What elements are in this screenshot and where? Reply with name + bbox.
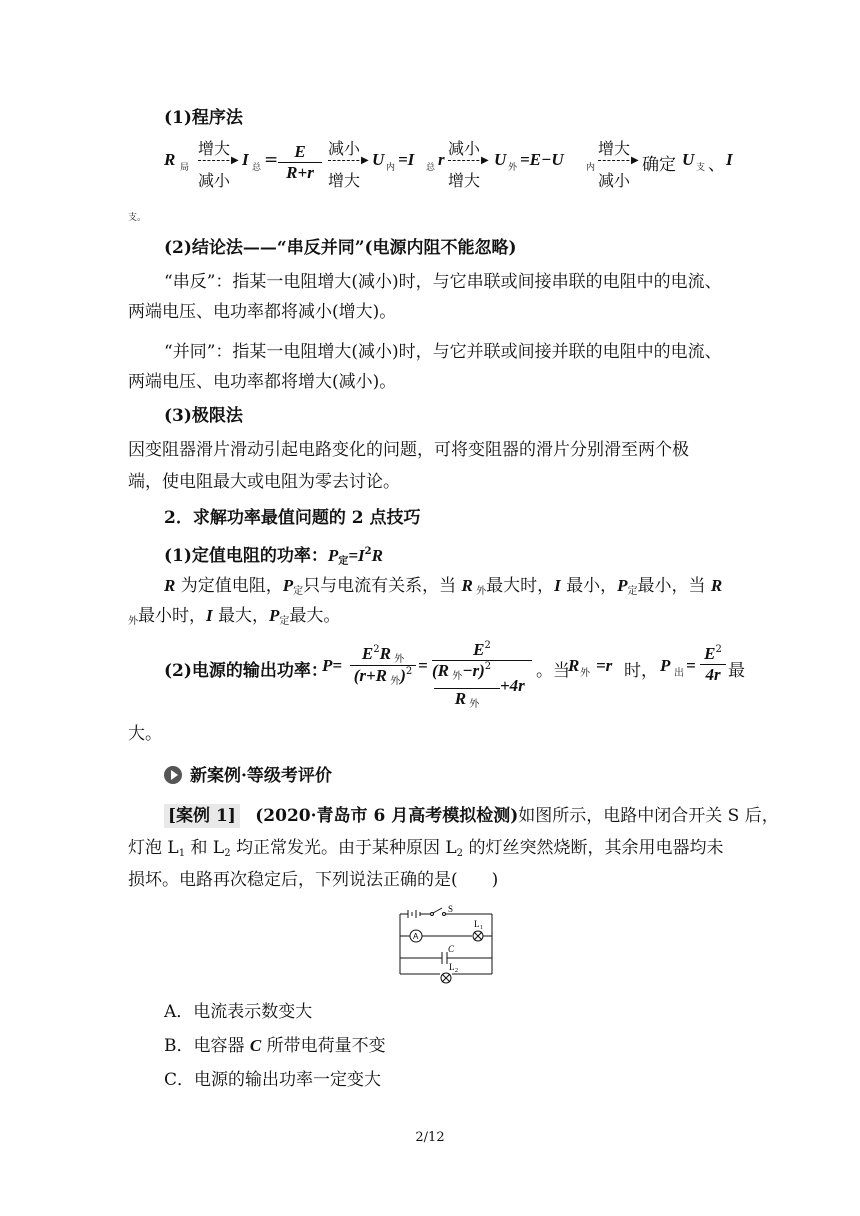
option-b[interactable] <box>164 1034 386 1058</box>
sub-2: 2 <box>456 848 464 859</box>
circuit-diagram <box>394 902 498 986</box>
d-text: 只与电流有关系，当 <box>303 576 462 596</box>
d-I: I <box>554 576 561 595</box>
ammeter-label: A <box>413 932 419 941</box>
f-sup: 2 <box>484 661 492 672</box>
fixed-resistor-line <box>164 540 383 574</box>
play-icon <box>164 766 182 784</box>
f-sub: 外 <box>390 654 405 665</box>
formula-I-sub: 总 <box>252 163 262 173</box>
d-text: 为定值电阻， <box>175 576 283 596</box>
section-title-conclusion: (2)结论法——“串反并同”(电源内阻不能忽略) <box>164 238 517 258</box>
f-R: (R <box>432 661 449 680</box>
d-sub: 定 <box>279 616 290 627</box>
p1-R: R <box>371 546 383 565</box>
p2-P: P= <box>322 656 343 675</box>
d-text: 最小， <box>560 576 618 596</box>
option-label: C． <box>164 1070 195 1090</box>
case-text: 均正常发光。由于某种原因 L <box>230 838 457 858</box>
option-text: 电源的输出功率一定变大 <box>194 1070 382 1090</box>
option-text: 所带电荷量不变 <box>261 1036 386 1056</box>
arrow-label-up: 增大 <box>448 171 481 190</box>
d-text: 最大时， <box>486 576 555 596</box>
p2-eq4: = <box>686 656 696 675</box>
d-text: 最大。 <box>289 606 341 626</box>
fraction-num: E <box>278 142 322 163</box>
formula-sep: 、 <box>708 155 725 175</box>
para-parallel-1: “并同”：指某一电阻增大(减小)时，与它并联或间接并联的电阻中的电流、 <box>164 342 722 362</box>
f-sub: 外 <box>449 671 463 682</box>
inner-fraction-den <box>434 688 500 710</box>
option-label: B． <box>164 1036 194 1056</box>
d-sub: 外 <box>472 586 487 597</box>
para-series-1: “串反”：指某一电阻增大(减小)时，与它串联或间接串联的电阻中的电流、 <box>164 272 722 292</box>
f-E: E <box>473 640 485 659</box>
formula-U-sub: 内 <box>386 163 396 173</box>
formula-U2-sub: 支 <box>696 163 706 173</box>
p2-R-sub: 外 <box>580 668 590 679</box>
fixed-resistor-title: (1)定值电阻的功率： <box>164 546 328 566</box>
d-P: P <box>282 576 294 595</box>
option-C: C <box>249 1036 262 1055</box>
sub-1: 1 <box>178 848 186 859</box>
circuit-S-label: S <box>448 904 454 914</box>
para-limit-1: 因变阻器滑片滑动引起电路变化的问题，可将变阻器的滑片分别滑至两个极 <box>128 440 689 460</box>
d-R: R <box>710 576 723 595</box>
d-text: 最小时， <box>138 606 206 626</box>
sub-2: 2 <box>224 848 231 859</box>
d-text: 最大， <box>212 606 270 626</box>
case-text: 和 L <box>185 838 225 858</box>
formula-U: U <box>372 150 385 169</box>
p2-when2: 时， <box>624 661 658 681</box>
f-sub: 外 <box>387 676 401 687</box>
procedure-formula: R 局 增大 ▶ 减小 I 总 = $\frac{E}{R+r}$ 减小 ▶ 增大 U 内 =I 总 r 减小 ▶ 增大 U 外 =E−U 内 增大 ▶ 减小 确定 U 支 、 I <box>164 136 744 190</box>
case-line-3: 损坏。电路再次稳定后，下列说法正确的是( ) <box>128 870 499 890</box>
output-power-tail: 大。 <box>128 724 162 744</box>
formula-R: R <box>164 150 176 169</box>
formula-total-sub: 总 <box>426 163 436 173</box>
case-line-2 <box>128 836 723 866</box>
fraction-1 <box>350 644 416 687</box>
option-a[interactable] <box>164 1000 312 1024</box>
circuit-C-label: C <box>448 944 455 954</box>
para-parallel-2: 两端电压、电功率都将增大(减小)。 <box>128 372 397 392</box>
section-title-procedure: (1)程序法 <box>164 108 243 128</box>
f-sup: 2 <box>484 640 491 651</box>
d-sub: 定 <box>293 586 304 597</box>
f-E: E <box>704 644 716 663</box>
section-title-limit: (3)极限法 <box>164 406 243 426</box>
output-power-title: (2)电源的输出功率： <box>164 661 328 681</box>
arrow-label-down: 减小 <box>198 171 231 190</box>
p2-Pout-sub: 出 <box>674 668 684 679</box>
formula-U-in-sub: 内 <box>586 163 596 173</box>
d-R: R <box>164 576 176 595</box>
p2-R: R <box>568 656 580 675</box>
case-text: 的灯丝突然烧断，其余用电器均未 <box>463 838 724 858</box>
d-P: P <box>617 576 628 595</box>
p2-when: 。当 <box>536 661 570 681</box>
formula-tail: 支。 <box>128 213 147 223</box>
f-sup: 2 <box>405 666 413 677</box>
case-line-1 <box>164 804 779 828</box>
case-text: 灯泡 L <box>128 838 179 858</box>
f-sub: 外 <box>466 699 480 710</box>
f-den: (r+R <box>353 666 388 685</box>
option-c[interactable] <box>164 1068 381 1092</box>
circuit-L1-sub: 1 <box>480 925 483 931</box>
arrow-label-up: 增大 <box>328 171 361 190</box>
formula-r: r <box>438 150 445 169</box>
p1-sub: 定 <box>338 556 349 567</box>
fraction-3 <box>700 644 726 685</box>
arrow-label-down: 减小 <box>448 139 481 158</box>
p2-eqr: =r <box>596 656 613 675</box>
para-series-2: 两端电压、电功率都将减小(增大)。 <box>128 302 397 322</box>
p2-Pout: P <box>660 656 671 675</box>
p2-max: 最 <box>728 661 745 681</box>
formula-I: I <box>242 150 249 169</box>
fixed-resistor-desc-1 <box>164 574 722 604</box>
section-header-text: 新案例·等级考评价 <box>190 766 332 786</box>
d-sub: 定 <box>627 586 638 597</box>
formula-eq2: =I <box>398 150 415 169</box>
f-R: R <box>379 644 391 663</box>
option-label: A． <box>164 1002 194 1022</box>
fixed-resistor-desc-2 <box>128 604 340 634</box>
formula-U2: U <box>682 150 695 169</box>
arrow-label-down: 减小 <box>328 139 361 158</box>
arrow-label-down: 减小 <box>598 171 631 190</box>
f-r: −r) <box>462 661 485 680</box>
formula-confirm: 确定 <box>642 155 676 175</box>
p1-rest: =I <box>348 546 365 565</box>
fraction-E-over-Rr <box>278 142 322 183</box>
d-sub: 外 <box>128 616 138 627</box>
formula-eq: = <box>264 150 279 170</box>
f-R: R <box>454 689 467 708</box>
case-tag: [案例 1] <box>164 804 240 828</box>
d-R: R <box>461 576 473 595</box>
case-source: (2020·青岛市 6 月高考模拟检测) <box>255 806 519 826</box>
case-text: 如图所示，电路中闭合开关 S 后， <box>518 806 779 826</box>
heading-power-tips: 2．求解功率最值问题的 2 点技巧 <box>164 508 421 528</box>
page-number: 2/12 <box>415 1130 445 1145</box>
d-text: 最小，当 <box>637 576 711 596</box>
f-sup: 2 <box>715 644 722 655</box>
circuit-L2-sub: 2 <box>455 968 458 974</box>
p1-P: P <box>327 546 339 565</box>
d-P: P <box>269 606 280 625</box>
p2-plus: +4r <box>500 676 525 695</box>
formula-U-out-sub: 外 <box>508 163 518 173</box>
output-power-formula <box>164 640 764 716</box>
option-text: 电流表示数变大 <box>193 1002 313 1022</box>
f-sup: 2 <box>373 644 380 655</box>
formula-U-out: U <box>494 150 507 169</box>
d-I: I <box>206 606 213 625</box>
f-close: ) <box>400 666 406 685</box>
para-limit-2: 端，使电阻最大或电阻为零去讨论。 <box>128 472 400 492</box>
arrow-label-up: 增大 <box>598 139 631 158</box>
f-E: E <box>361 644 374 663</box>
p2-eq: = <box>418 656 428 675</box>
circuit-L1-label: L <box>474 919 480 929</box>
f-den: 4r <box>705 665 721 684</box>
formula-eq3: =E−U <box>520 150 564 169</box>
option-text: 电容器 <box>193 1036 250 1056</box>
formula-R-sub: 局 <box>180 163 190 173</box>
fraction-den: R+r <box>286 163 314 182</box>
formula-I2: I <box>726 150 733 169</box>
circuit-L2-label: L <box>449 962 455 972</box>
p1-sup: 2 <box>364 546 372 557</box>
arrow-label-up: 增大 <box>198 139 231 158</box>
section-header <box>164 764 332 788</box>
